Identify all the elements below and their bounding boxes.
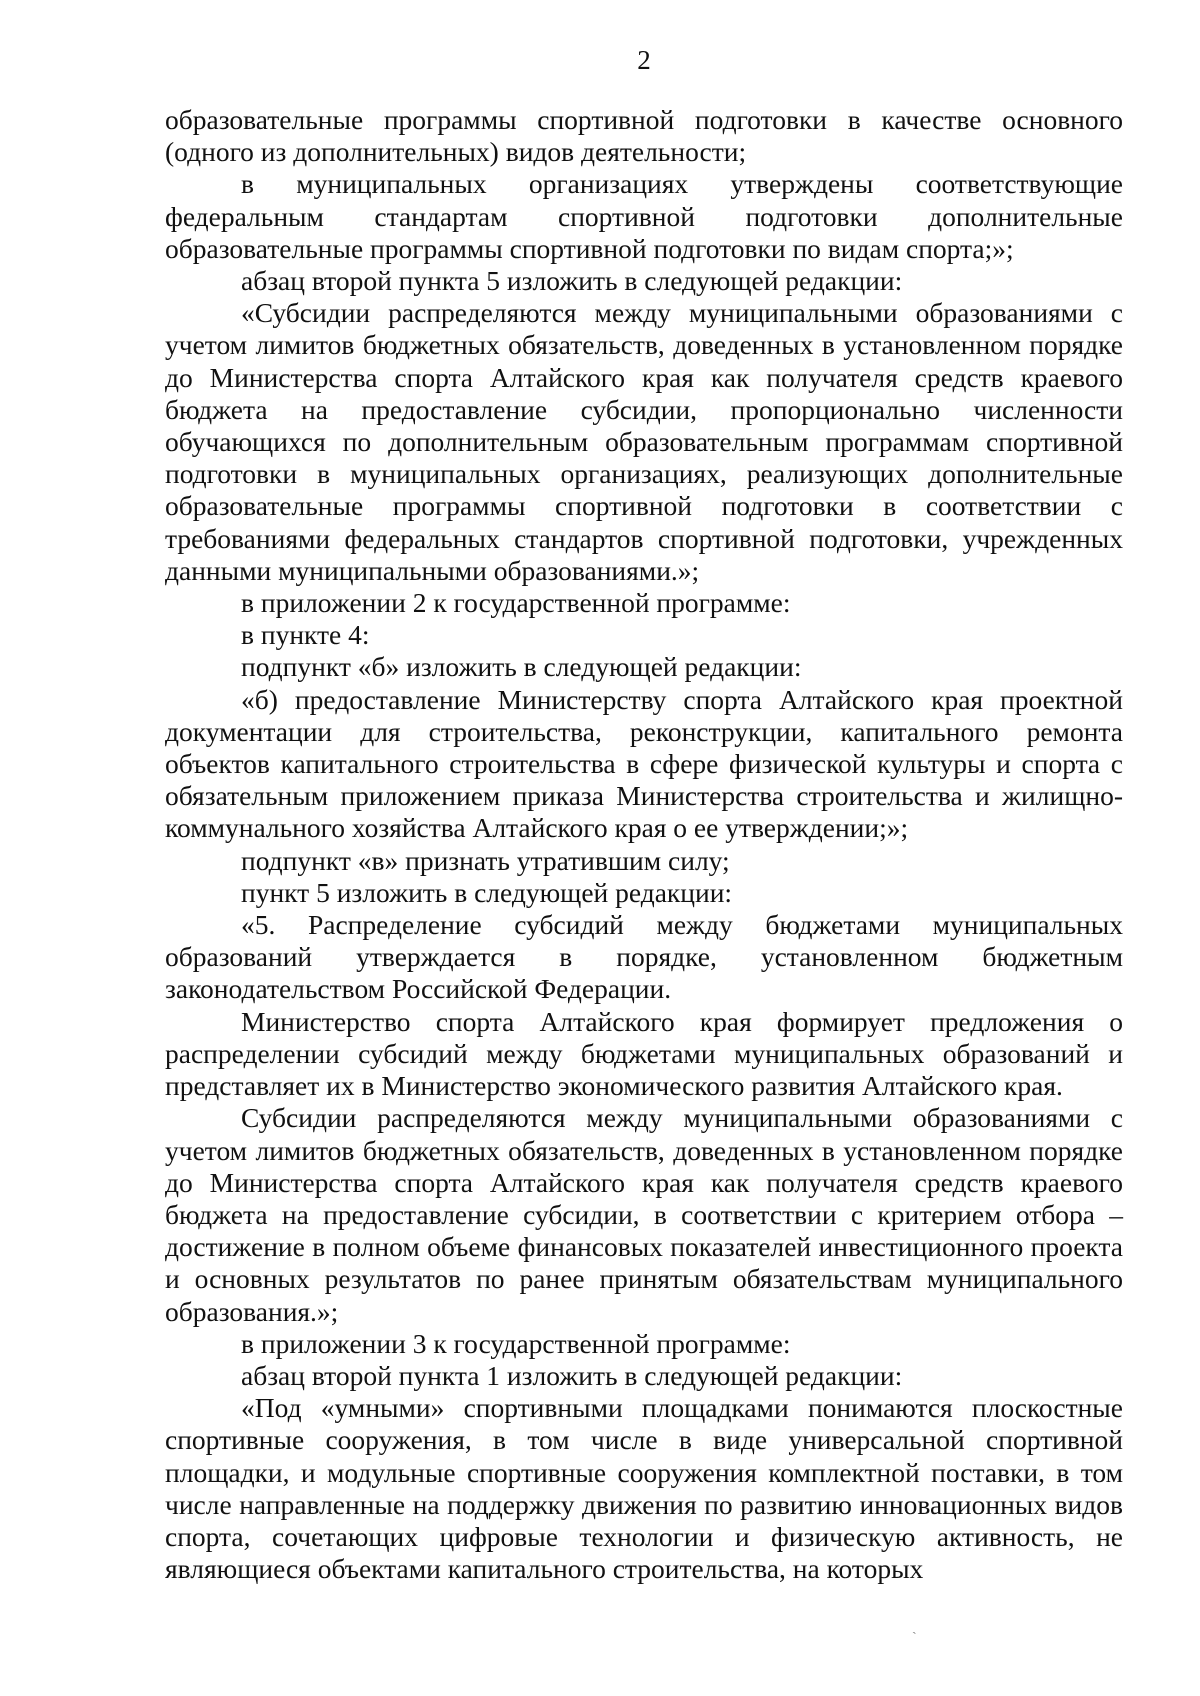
page-number: 2 — [637, 45, 651, 75]
paragraph: в приложении 2 к государственной программе: — [241, 587, 791, 619]
paragraph: образовательные программы спортивной подготовки в качестве основного (одного из дополнительных) видов деятельности; — [165, 104, 1123, 168]
paragraph: «5. Распределение субсидий между бюджетами муниципальных образований утверждается в порядке, установленном бюджетным законодательством Российской Федерации. — [165, 909, 1123, 1005]
paragraph: в пункте 4: — [241, 619, 370, 651]
paragraph: в приложении 3 к государственной программе: — [241, 1327, 791, 1359]
paragraph: «б) предоставление Министерству спорта Алтайского края проектной документации для строительства, реконструкции, капитального ремонта объектов капитального строительства в сфере физической культуры и спорта с обязательным приложением приказа Министерства строительства и жилищно-коммунального хозяйства Алтайского края о ее утверждении;»; — [165, 683, 1123, 844]
scan-artifact-mark: ˏ — [912, 1620, 917, 1635]
paragraph: «Субсидии распределяются между муниципальными образованиями с учетом лимитов бюджетных обязательств, доведенных в установленном порядке до Министерства спорта Алтайского края как получателя средств краевого бюджета на предоставление субсидии, пропорционально численности обучающихся по дополнительным образовательным программам спортивной подготовки в муниципальных организациях, реализующих дополнительные образовательные программы спортивной подготовки в соответствии с требованиями федеральных стандартов спортивной подготовки, учрежденных данными муниципальными образованиями.»; — [165, 297, 1123, 586]
paragraph: подпункт «б» изложить в следующей редакции: — [241, 651, 802, 683]
paragraph: абзац второй пункта 5 изложить в следующей редакции: — [241, 265, 903, 297]
paragraph: «Под «умными» спортивными площадками понимаются плоскостные спортивные сооружения, в том числе в виде универсальной спортивной площадки, и модульные спортивные сооружения комплектной поставки, в том числе направленные на поддержку движения по развитию инновационных видов спорта, сочетающих цифровые технологии и физическую активность, не являющиеся объектами капитального строительства, на которых — [165, 1392, 1123, 1585]
paragraph: абзац второй пункта 1 изложить в следующей редакции: — [241, 1359, 903, 1391]
paragraph: Министерство спорта Алтайского края формирует предложения о распределении субсидий между бюджетами муниципальных образований и представляет их в Министерство экономического развития Алтайского края. — [165, 1005, 1123, 1102]
paragraph: в муниципальных организациях утверждены соответствующие федеральным стандартам спортивной подготовки дополнительные образовательные программы спортивной подготовки по видам спорта;»; — [165, 168, 1123, 264]
paragraph: подпункт «в» признать утратившим силу; — [241, 844, 730, 876]
document-body — [165, 104, 1123, 1585]
paragraph: Субсидии распределяются между муниципальными образованиями с учетом лимитов бюджетных обязательств, доведенных в установленном порядке до Министерства спорта Алтайского края как получателя средств краевого бюджета на предоставление субсидии, в соответствии с критерием отбора – достижение в полном объеме финансовых показателей инвестиционного проекта и основных результатов по ранее принятым обязательствам муниципального образования.»; — [165, 1102, 1123, 1327]
paragraph: пункт 5 изложить в следующей редакции: — [241, 876, 733, 908]
